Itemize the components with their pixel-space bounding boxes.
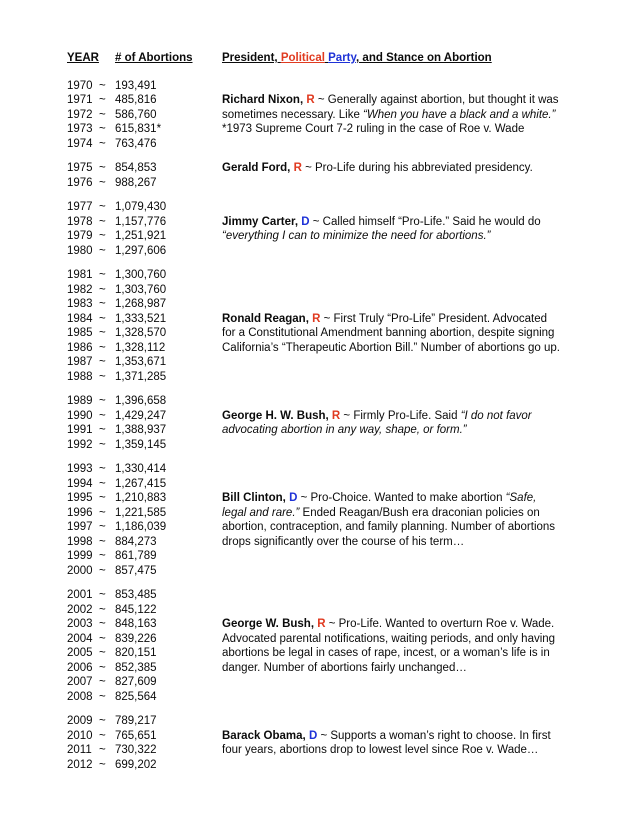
table-header (67, 51, 622, 66)
table-row (67, 588, 622, 603)
year-cell: 1991 (67, 424, 93, 436)
abortion-count-cell: 857,475 (115, 564, 157, 577)
year-cell: 1976 (67, 176, 93, 189)
col-header-year: YEAR (67, 52, 99, 64)
tilde-separator: ~ (99, 230, 106, 242)
table-row (67, 355, 622, 370)
table-row (67, 617, 622, 632)
abortion-count-cell: 1,157,776 (115, 215, 167, 228)
table-row (67, 520, 622, 535)
note-text-part: sometimes necessary. Like (222, 108, 364, 121)
tilde-separator: ~ (99, 535, 106, 548)
table-row (67, 632, 622, 647)
header-text-part: Political (280, 52, 325, 64)
president-note-line (222, 632, 622, 647)
table-row (67, 743, 622, 758)
table-row (67, 137, 622, 152)
tilde-separator: ~ (99, 744, 106, 756)
president-note-line (222, 161, 622, 176)
tilde-separator: ~ (99, 676, 106, 688)
note-text-part: Ended Reagan/Bush era draconian policies on (299, 506, 540, 519)
year-cell: 1983 (67, 298, 93, 310)
tilde-separator: ~ (99, 506, 106, 519)
table-row (67, 161, 622, 176)
tilde-separator: ~ (99, 409, 106, 422)
table-row (67, 491, 622, 506)
year-group (67, 161, 622, 190)
table-row (67, 477, 622, 492)
abortion-count-cell: 765,651 (115, 729, 157, 742)
table-row (67, 675, 622, 690)
abortion-count-cell: 1,359,145 (115, 438, 167, 451)
president-note-line (222, 675, 622, 690)
year-cell: 2002 (67, 603, 93, 616)
table-row (67, 462, 622, 477)
year-cell: 1984 (67, 312, 93, 325)
president-note-line (222, 283, 622, 298)
abortion-count-cell: 1,297,606 (115, 244, 167, 257)
president-note-line (222, 729, 622, 744)
table-row (67, 423, 622, 438)
tilde-separator: ~ (99, 564, 106, 577)
president-note-line (222, 229, 622, 244)
year-cell: 2005 (67, 647, 93, 659)
note-text-part: danger. Number of abortions fairly unchanged… (222, 661, 467, 674)
table-row (67, 646, 622, 661)
tilde-separator: ~ (99, 356, 106, 368)
abortion-count-cell: 827,609 (115, 676, 157, 688)
table-row (67, 370, 622, 385)
abortion-count-cell: 1,371,285 (115, 370, 167, 383)
tilde-separator: ~ (99, 176, 106, 189)
president-note-line (222, 297, 622, 312)
table-row (67, 268, 622, 283)
abortion-count-cell: 1,186,039 (115, 521, 167, 533)
tilde-separator: ~ (99, 550, 106, 562)
year-cell: 2011 (67, 744, 92, 756)
year-cell: 2009 (67, 715, 93, 727)
note-text-part: ~ Pro-Choice. Wanted to make abortion (297, 492, 506, 504)
year-cell: 2007 (67, 676, 93, 688)
year-cell: 1996 (67, 506, 93, 519)
year-cell: 1975 (67, 162, 93, 174)
tilde-separator: ~ (99, 492, 106, 504)
tilde-separator: ~ (99, 298, 106, 310)
tilde-separator: ~ (99, 618, 106, 630)
note-text-part: *1973 Supreme Court 7-2 ruling in the case of Roe v. Wade (222, 123, 525, 135)
president-note-line (222, 355, 622, 370)
note-text-part: ~ Called himself “Pro-Life.” Said he would do (309, 215, 541, 228)
president-note-line (222, 758, 622, 773)
abortion-count-cell: 1,079,430 (115, 201, 167, 213)
tilde-separator: ~ (99, 269, 106, 281)
table-row (67, 564, 622, 579)
col-header-count: # of Abortions (115, 52, 193, 64)
note-text-part: legal and rare.” (222, 506, 300, 519)
year-cell: 1974 (67, 137, 93, 150)
year-cell: 1998 (67, 535, 93, 548)
abortion-count-cell: 854,853 (115, 162, 157, 174)
note-text-part: for a Constitutional Amendment banning abortion, despite signing (222, 327, 555, 339)
abortion-count-cell: 763,476 (115, 137, 157, 150)
note-text-part: George H. W. Bush, (222, 409, 332, 422)
note-text-part: D (301, 215, 310, 228)
note-text-part: D (308, 729, 318, 742)
table-row (67, 297, 622, 312)
note-text-part: “Safe, (505, 492, 537, 504)
abortion-count-cell: 1,333,521 (115, 312, 167, 325)
table-row (67, 394, 622, 409)
note-text-part: R (293, 162, 302, 174)
year-cell: 1978 (67, 215, 93, 228)
president-note-line (222, 215, 622, 230)
president-note-line (222, 312, 622, 327)
table-body (67, 79, 622, 773)
abortion-count-cell: 789,217 (115, 715, 157, 727)
note-text-part: “everything I can to minimize the need for abortions.” (222, 230, 491, 242)
note-text-part: R (312, 312, 321, 325)
table-row (67, 549, 622, 564)
abortion-count-cell: 1,251,921 (115, 230, 167, 242)
year-group (67, 79, 622, 152)
abortion-count-cell: 1,210,883 (115, 492, 167, 504)
abortion-count-cell: 1,221,585 (115, 506, 167, 519)
year-group (67, 462, 622, 578)
note-text-part: R (306, 94, 315, 106)
president-note-line (222, 690, 622, 705)
year-cell: 1992 (67, 438, 93, 451)
note-text-part: advocating abortion in any way, shape, or form.” (222, 424, 467, 436)
abortion-count-cell: 699,202 (115, 758, 157, 771)
abortion-count-cell: 853,485 (115, 589, 157, 601)
year-cell: 2012 (67, 758, 93, 771)
abortion-count-cell: 839,226 (115, 632, 157, 645)
year-group (67, 714, 622, 772)
president-note-line (222, 743, 622, 758)
year-cell: 1994 (67, 477, 93, 490)
tilde-separator: ~ (99, 283, 106, 296)
year-group (67, 394, 622, 452)
note-text-part: Advocated parental notifications, waiting periods, and only having (222, 632, 556, 645)
year-cell: 2003 (67, 618, 93, 630)
president-note-line (222, 462, 622, 477)
year-group (67, 200, 622, 258)
president-note-line (222, 588, 622, 603)
abortion-count-cell: 884,273 (115, 535, 157, 548)
president-note-line (222, 564, 622, 579)
abortion-count-cell: 586,760 (115, 108, 157, 121)
president-note-line (222, 535, 622, 550)
year-cell: 1973 (67, 123, 93, 135)
abortion-count-cell: 1,429,247 (115, 409, 167, 422)
table-row (67, 661, 622, 676)
table-row (67, 176, 622, 191)
col-header-president (222, 51, 622, 66)
tilde-separator: ~ (99, 162, 106, 174)
tilde-separator: ~ (99, 327, 106, 339)
table-row (67, 690, 622, 705)
tilde-separator: ~ (99, 647, 106, 659)
tilde-separator: ~ (99, 603, 106, 616)
president-note-line (222, 438, 622, 453)
tilde-separator: ~ (99, 729, 106, 742)
tilde-separator: ~ (99, 79, 106, 92)
table-row (67, 506, 622, 521)
abortion-count-cell: 615,831* (115, 123, 162, 135)
president-note-line (222, 200, 622, 215)
year-cell: 1977 (67, 201, 93, 213)
abortion-count-cell: 1,303,760 (115, 283, 167, 296)
abortion-count-cell: 1,330,414 (115, 463, 167, 475)
tilde-separator: ~ (99, 341, 106, 354)
tilde-separator: ~ (99, 312, 106, 325)
year-cell: 2006 (67, 661, 93, 674)
note-text-part: abortions be legal in cases of rape, incest, or a woman’s life is in (222, 647, 550, 659)
tilde-separator: ~ (99, 137, 106, 150)
note-text-part: abortion, contraception, and family planning. Number of abortions (222, 521, 556, 533)
abortion-count-cell: 1,388,937 (115, 424, 167, 436)
table-row (67, 200, 622, 215)
note-text-part: “When you have a black and a white.” (363, 108, 556, 121)
table-row (67, 229, 622, 244)
tilde-separator: ~ (99, 424, 106, 436)
year-cell: 1988 (67, 370, 93, 383)
president-note-line (222, 341, 622, 356)
tilde-separator: ~ (99, 94, 106, 106)
tilde-separator: ~ (99, 589, 106, 601)
year-cell: 2008 (67, 690, 93, 703)
table-row (67, 283, 622, 298)
year-group (67, 588, 622, 704)
abortion-count-cell: 1,328,112 (115, 341, 166, 354)
tilde-separator: ~ (99, 715, 106, 727)
year-cell: 1980 (67, 244, 93, 257)
president-note-line (222, 617, 622, 632)
header-text-part: , and Stance on Abortion (356, 52, 492, 64)
note-text-part: Barack Obama, (222, 729, 309, 742)
table-row (67, 758, 622, 773)
abortion-count-cell: 1,396,658 (115, 395, 167, 407)
president-note-line (222, 423, 622, 438)
year-cell: 1993 (67, 463, 93, 475)
abortion-count-cell: 988,267 (115, 176, 157, 189)
president-note-line (222, 108, 622, 123)
note-text-part: R (331, 409, 341, 422)
year-cell: 1997 (67, 521, 93, 533)
year-cell: 2004 (67, 632, 93, 645)
note-text-part: Bill Clinton, (222, 492, 290, 504)
president-note-line (222, 646, 622, 661)
year-cell: 1989 (67, 395, 93, 407)
president-note-line (222, 93, 622, 108)
president-note-line (222, 122, 622, 137)
table-row (67, 409, 622, 424)
table-row (67, 438, 622, 453)
tilde-separator: ~ (99, 108, 106, 121)
year-cell: 1985 (67, 327, 93, 339)
year-cell: 1981 (67, 269, 93, 281)
note-text-part: Jimmy Carter, (222, 215, 302, 228)
year-cell: 1986 (67, 341, 93, 354)
president-note-line (222, 603, 622, 618)
tilde-separator: ~ (99, 758, 106, 771)
table-row (67, 729, 622, 744)
note-text-part: ~ Pro-Life during his abbreviated presidency. (301, 162, 533, 174)
abortion-count-cell: 861,789 (115, 550, 157, 562)
president-note-line (222, 477, 622, 492)
note-text-part: ~ Firmly Pro-Life. Said (340, 409, 461, 422)
president-note-line (222, 244, 622, 259)
abortion-count-cell: 1,328,570 (115, 327, 167, 339)
abortion-count-cell: 485,816 (115, 94, 157, 106)
president-note-line (222, 394, 622, 409)
tilde-separator: ~ (99, 661, 106, 674)
table-row (67, 79, 622, 94)
note-text-part: ~ Generally against abortion, but thought it was (314, 94, 559, 106)
abortion-count-cell: 1,268,987 (115, 298, 167, 310)
president-note-line (222, 268, 622, 283)
president-note-line (222, 714, 622, 729)
year-cell: 1979 (67, 230, 93, 242)
tilde-separator: ~ (99, 521, 106, 533)
abortion-count-cell: 193,491 (115, 79, 157, 92)
note-text-part: D (289, 492, 298, 504)
note-text-part: Ronald Reagan, (222, 312, 313, 325)
note-text-part: ~ First Truly “Pro-Life” President. Advocated (320, 312, 547, 325)
year-cell: 2001 (67, 589, 93, 601)
abortion-count-cell: 845,122 (115, 603, 157, 616)
note-text-part: Gerald Ford, (222, 162, 294, 174)
president-note-line (222, 661, 622, 676)
header-text-part: Party (328, 52, 357, 64)
header-text-part: President, (222, 52, 281, 64)
table-row (67, 312, 622, 327)
table-row (67, 535, 622, 550)
president-note-line (222, 506, 622, 521)
tilde-separator: ~ (99, 395, 106, 407)
table-row (67, 326, 622, 341)
tilde-separator: ~ (99, 215, 106, 228)
president-note-line (222, 176, 622, 191)
tilde-separator: ~ (99, 370, 106, 383)
table-row (67, 93, 622, 108)
abortion-count-cell: 1,300,760 (115, 269, 167, 281)
table-row (67, 603, 622, 618)
table-row (67, 122, 622, 137)
tilde-separator: ~ (99, 438, 106, 451)
year-cell: 1987 (67, 356, 93, 368)
note-text-part: Richard Nixon, (222, 94, 307, 106)
president-note-line (222, 409, 622, 424)
table-row (67, 215, 622, 230)
year-cell: 1999 (67, 550, 93, 562)
tilde-separator: ~ (99, 690, 106, 703)
table-row (67, 108, 622, 123)
tilde-separator: ~ (99, 632, 106, 645)
abortion-count-cell: 852,385 (115, 661, 157, 674)
abortion-count-cell: 825,564 (115, 690, 157, 703)
year-cell: 1995 (67, 492, 93, 504)
table-row (67, 341, 622, 356)
president-note-line (222, 370, 622, 385)
abortion-count-cell: 848,163 (115, 618, 157, 630)
note-text-part: George W. Bush, (222, 618, 318, 630)
tilde-separator: ~ (99, 123, 106, 135)
table-row (67, 244, 622, 259)
note-text-part: “I do not favor (460, 409, 532, 422)
note-text-part: California’s “Therapeutic Abortion Bill.” Number of abortions go up. (222, 341, 560, 354)
president-note-line (222, 326, 622, 341)
tilde-separator: ~ (99, 244, 106, 257)
table-row (67, 714, 622, 729)
year-cell: 1972 (67, 108, 93, 121)
president-note-line (222, 549, 622, 564)
abortion-count-cell: 730,322 (115, 744, 157, 756)
abortion-count-cell: 820,151 (115, 647, 157, 659)
year-cell: 2010 (67, 729, 93, 742)
note-text-part: drops significantly over the course of his term… (222, 535, 465, 548)
year-cell: 1971 (67, 94, 93, 106)
note-text-part: ~ Pro-Life. Wanted to overturn Roe v. Wade. (325, 618, 555, 630)
abortion-count-cell: 1,267,415 (115, 477, 167, 490)
year-cell: 1990 (67, 409, 93, 422)
tilde-separator: ~ (99, 201, 106, 213)
tilde-separator: ~ (99, 463, 106, 475)
tilde-separator: ~ (99, 477, 106, 490)
note-text-part: R (317, 618, 326, 630)
year-cell: 1982 (67, 283, 93, 296)
abortion-count-cell: 1,353,671 (115, 356, 167, 368)
president-note-line (222, 137, 622, 152)
year-cell: 1970 (67, 79, 93, 92)
president-note-line (222, 79, 622, 94)
year-group (67, 268, 622, 384)
year-cell: 2000 (67, 564, 93, 577)
president-note-line (222, 491, 622, 506)
note-text-part: four years, abortions drop to lowest level since Roe v. Wade… (222, 744, 539, 756)
note-text-part: ~ Supports a woman’s right to choose. In first (317, 729, 551, 742)
president-note-line (222, 520, 622, 535)
